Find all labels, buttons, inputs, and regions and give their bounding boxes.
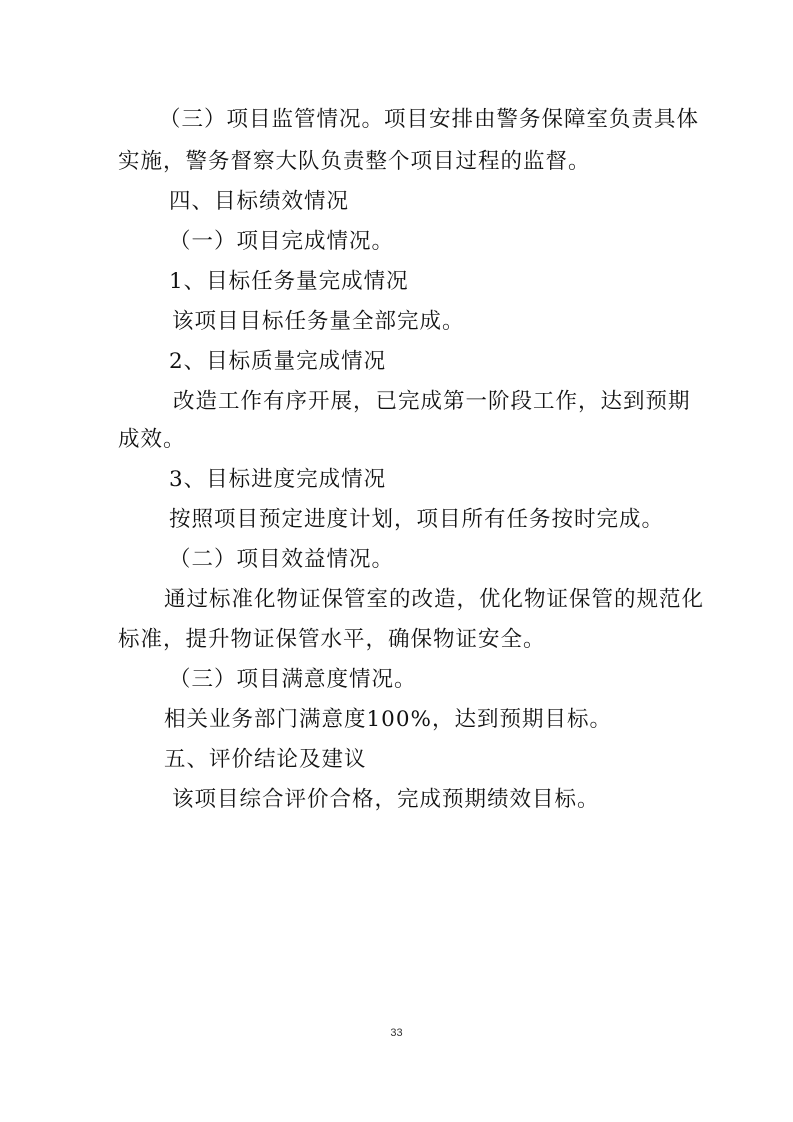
page-number: 33 bbox=[390, 1027, 403, 1039]
paragraph-line: 该项目综合评价合格，完成预期绩效目标。 bbox=[172, 787, 600, 812]
paragraph-line: 改造工作有序开展，已完成第一阶段工作，达到预期 bbox=[173, 389, 691, 414]
paragraph-line: 实施，警务督察大队负责整个项目过程的监督。 bbox=[118, 149, 591, 174]
paragraph-line: 按照项目预定进度计划，项目所有任务按时完成。 bbox=[169, 507, 665, 532]
paragraph-line: 标准，提升物证保管水平，确保物证安全。 bbox=[118, 627, 546, 652]
paragraph-line: 相关业务部门满意度100%，达到预期目标。 bbox=[164, 707, 612, 732]
item-heading: 1、目标任务量完成情况 bbox=[169, 269, 409, 294]
section-heading: 四、目标绩效情况 bbox=[169, 189, 350, 214]
item-heading: 2、目标质量完成情况 bbox=[169, 349, 387, 374]
paragraph-line: （三）项目监管情况。项目安排由警务保障室负责具体 bbox=[159, 107, 700, 132]
paragraph-line: 通过标准化物证保管室的改造，优化物证保管的规范化 bbox=[164, 587, 705, 612]
section-heading: 五、评价结论及建议 bbox=[164, 747, 367, 772]
subsection-heading: （三）项目满意度情况。 bbox=[169, 667, 417, 692]
item-heading: 3、目标进度完成情况 bbox=[169, 467, 387, 492]
paragraph-line: 该项目目标任务量全部完成。 bbox=[172, 309, 465, 334]
subsection-heading: （二）项目效益情况。 bbox=[169, 547, 395, 572]
paragraph-line: 成效。 bbox=[118, 427, 186, 452]
subsection-heading: （一）项目完成情况。 bbox=[169, 229, 395, 254]
